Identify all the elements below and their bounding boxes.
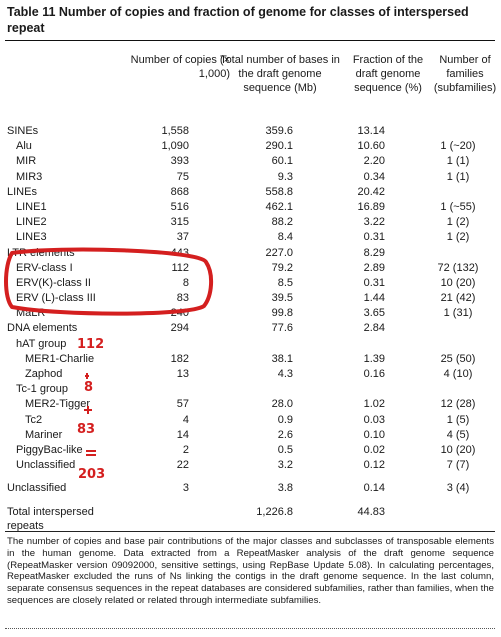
row-fraction: 0.03 xyxy=(363,413,385,426)
row-bases: 8.4 xyxy=(277,231,293,244)
table-row xyxy=(0,397,501,412)
table-row xyxy=(0,306,501,321)
row-fraction: 1.02 xyxy=(363,398,385,411)
row-fraction: 0.12 xyxy=(363,459,385,472)
row-families: 72 (132) xyxy=(437,261,479,274)
header-copies: Number of copies (× 1,000) xyxy=(130,54,230,80)
row-name: LINEs xyxy=(7,185,37,198)
table-row xyxy=(0,321,501,336)
table-row xyxy=(0,337,501,352)
row-fraction: 13.14 xyxy=(357,125,385,137)
table-row xyxy=(0,505,501,535)
row-fraction: 44.83 xyxy=(357,505,385,518)
table-body xyxy=(0,124,501,535)
row-fraction: 0.10 xyxy=(363,428,385,441)
row-fraction: 0.34 xyxy=(363,170,385,183)
table-row xyxy=(0,443,501,458)
row-spacer xyxy=(0,497,501,505)
row-families: 1 (2) xyxy=(446,216,470,229)
row-name: ERV (L)-class III xyxy=(16,292,96,305)
row-bases: 558.8 xyxy=(265,185,293,198)
row-name: MIR xyxy=(16,155,37,168)
row-copies: 22 xyxy=(176,459,189,472)
row-bases: 28.0 xyxy=(271,398,293,411)
annotation-203: 203 xyxy=(78,467,106,482)
row-copies: 240 xyxy=(170,307,189,320)
row-bases: 0.5 xyxy=(277,443,293,456)
row-copies: 4 xyxy=(182,413,189,426)
row-fraction: 0.31 xyxy=(363,276,385,289)
row-fraction: 2.89 xyxy=(363,261,385,274)
row-name: DNA elements xyxy=(7,322,78,335)
header-fraction: Fraction of the draft genome sequence (%) xyxy=(352,54,424,94)
row-name: hAT group xyxy=(16,337,67,350)
row-bases: 290.1 xyxy=(265,140,293,153)
row-fraction: 8.29 xyxy=(363,246,385,259)
table-row xyxy=(0,291,501,306)
row-bases: 39.5 xyxy=(271,292,293,305)
annotation-8: 8 xyxy=(84,380,94,395)
table-row xyxy=(0,170,501,185)
row-name: ERV(K)-class II xyxy=(16,276,91,289)
table-row xyxy=(0,200,501,215)
row-name: Unclassified xyxy=(7,482,67,495)
row-name: LINE2 xyxy=(16,216,47,229)
row-fraction: 0.31 xyxy=(363,231,385,244)
row-families: 21 (42) xyxy=(440,292,476,305)
table-row xyxy=(0,139,501,154)
row-copies: 3 xyxy=(182,482,189,495)
row-families: 25 (50) xyxy=(440,352,476,365)
bottom-rule xyxy=(5,531,495,532)
row-bases: 359.6 xyxy=(265,125,293,137)
row-name: ERV-class I xyxy=(16,261,73,274)
row-fraction: 0.16 xyxy=(363,368,385,380)
row-fraction: 20.42 xyxy=(357,185,385,198)
row-name: Mariner xyxy=(25,428,63,441)
row-copies: 37 xyxy=(176,231,189,244)
table-title: Table 11 Number of copies and fraction of genome for classes of interspersed repeat xyxy=(7,5,469,35)
row-fraction: 16.89 xyxy=(357,200,385,213)
row-fraction: 10.60 xyxy=(357,140,385,153)
row-bases: 2.6 xyxy=(277,428,293,441)
row-families: 10 (20) xyxy=(440,276,476,289)
row-copies: 75 xyxy=(176,170,189,183)
table-row xyxy=(0,261,501,276)
row-families: 1 (~55) xyxy=(440,200,476,213)
table-row xyxy=(0,154,501,169)
table-row xyxy=(0,428,501,443)
table-row xyxy=(0,481,501,496)
row-copies: 516 xyxy=(170,200,189,213)
row-bases: 8.5 xyxy=(277,276,293,289)
row-copies: 315 xyxy=(170,216,189,229)
row-copies: 112 xyxy=(171,261,189,274)
top-rule xyxy=(5,40,495,41)
row-name: Unclassified xyxy=(16,459,76,472)
row-name: Alu xyxy=(16,140,32,153)
row-name: MIR3 xyxy=(16,170,43,183)
row-bases: 60.1 xyxy=(271,155,293,168)
row-name: Total interspersed repeats xyxy=(7,505,94,532)
row-fraction: 0.02 xyxy=(363,443,385,456)
row-name: LINE1 xyxy=(16,200,47,213)
row-name: MaLR xyxy=(16,307,46,320)
row-copies: 868 xyxy=(170,185,189,198)
row-fraction: 3.22 xyxy=(363,216,385,229)
row-families: 1 (~20) xyxy=(440,140,476,153)
row-fraction: 0.14 xyxy=(363,482,385,495)
row-name: PiggyBac-like xyxy=(16,443,83,456)
table-row xyxy=(0,215,501,230)
row-bases: 227.0 xyxy=(265,246,293,259)
row-fraction: 1.39 xyxy=(363,352,385,365)
row-name: SINEs xyxy=(7,125,39,137)
table-row xyxy=(0,246,501,261)
row-bases: 79.2 xyxy=(271,261,293,274)
row-fraction: 1.44 xyxy=(363,292,385,305)
row-families: 1 (2) xyxy=(446,231,470,244)
row-fraction: 2.84 xyxy=(363,322,385,335)
table-row xyxy=(0,458,501,473)
row-families: 1 (31) xyxy=(443,307,473,320)
row-families: 7 (7) xyxy=(446,459,470,472)
header-families: Number of families (subfamilies) xyxy=(433,54,497,94)
row-bases: 99.8 xyxy=(271,307,293,320)
row-copies: 443 xyxy=(170,246,189,259)
dotted-rule xyxy=(5,628,495,629)
table-row xyxy=(0,352,501,367)
row-families: 4 (10) xyxy=(443,368,473,380)
annotation-83: 83 xyxy=(77,422,96,437)
row-name: Zaphod xyxy=(25,368,63,380)
table-row xyxy=(0,124,501,139)
row-copies: 1,090 xyxy=(161,140,189,153)
row-bases: 3.2 xyxy=(277,459,293,472)
table-row xyxy=(0,230,501,245)
row-bases: 88.2 xyxy=(271,216,293,229)
row-families: 1 (5) xyxy=(446,413,470,426)
row-bases: 38.1 xyxy=(271,352,293,365)
row-families: 10 (20) xyxy=(440,443,476,456)
row-copies: 294 xyxy=(170,322,189,335)
table-row xyxy=(0,276,501,291)
table-row xyxy=(0,367,501,382)
row-bases: 0.9 xyxy=(277,413,293,426)
row-bases: 77.6 xyxy=(271,322,293,335)
row-copies: 14 xyxy=(176,428,189,441)
table-row xyxy=(0,185,501,200)
row-name: Tc2 xyxy=(25,413,43,426)
row-bases: 4.3 xyxy=(277,368,293,380)
row-bases: 462.1 xyxy=(265,200,293,213)
row-bases: 1,226.8 xyxy=(256,505,293,518)
row-copies: 1,558 xyxy=(161,125,189,137)
row-copies: 57 xyxy=(176,398,189,411)
row-copies: 13 xyxy=(176,368,189,380)
row-name: LINE3 xyxy=(16,231,47,244)
row-name: MER1-Charlie xyxy=(25,352,95,365)
row-bases: 3.8 xyxy=(277,482,293,495)
row-name: MER2-Tigger xyxy=(25,398,90,411)
row-spacer xyxy=(0,473,501,481)
header-bases: Total number of bases in the draft genome sequence (Mb) xyxy=(220,54,340,94)
table-caption: The number of copies and base pair contributions of the major classes and subclasses of transposable elements in the human genome. Data extracted from a RepeatMasker analysis of the draft genome sequence (RepeatMasker version 09092000, sensitive settings, using RepBase Update 5.08). In calculating percentages, RepeatMasker excluded the runs of Ns linking the contigs in the draft genome sequence. In the last column, separate consensus sequences in the repeat databases are considered subfamilies, rather than families, when the sequences are closely related or related through intermediate subfamilies. xyxy=(7,536,494,606)
row-families: 1 (1) xyxy=(446,170,470,183)
row-families: 12 (28) xyxy=(440,398,476,411)
row-copies: 182 xyxy=(170,352,189,365)
table-row xyxy=(0,413,501,428)
row-fraction: 2.20 xyxy=(363,155,385,168)
row-bases: 9.3 xyxy=(277,170,293,183)
row-families: 1 (1) xyxy=(446,155,470,168)
row-copies: 2 xyxy=(182,443,189,456)
table-row xyxy=(0,382,501,397)
row-copies: 8 xyxy=(182,276,189,289)
row-fraction: 3.65 xyxy=(363,307,385,320)
row-families: 3 (4) xyxy=(446,482,470,495)
annotation-112: 112 xyxy=(77,337,105,352)
row-families: 4 (5) xyxy=(446,428,470,441)
row-copies: 393 xyxy=(170,155,189,168)
row-copies: 83 xyxy=(176,292,189,305)
row-name: LTR elements xyxy=(7,246,75,259)
row-name: Tc-1 group xyxy=(16,383,68,396)
